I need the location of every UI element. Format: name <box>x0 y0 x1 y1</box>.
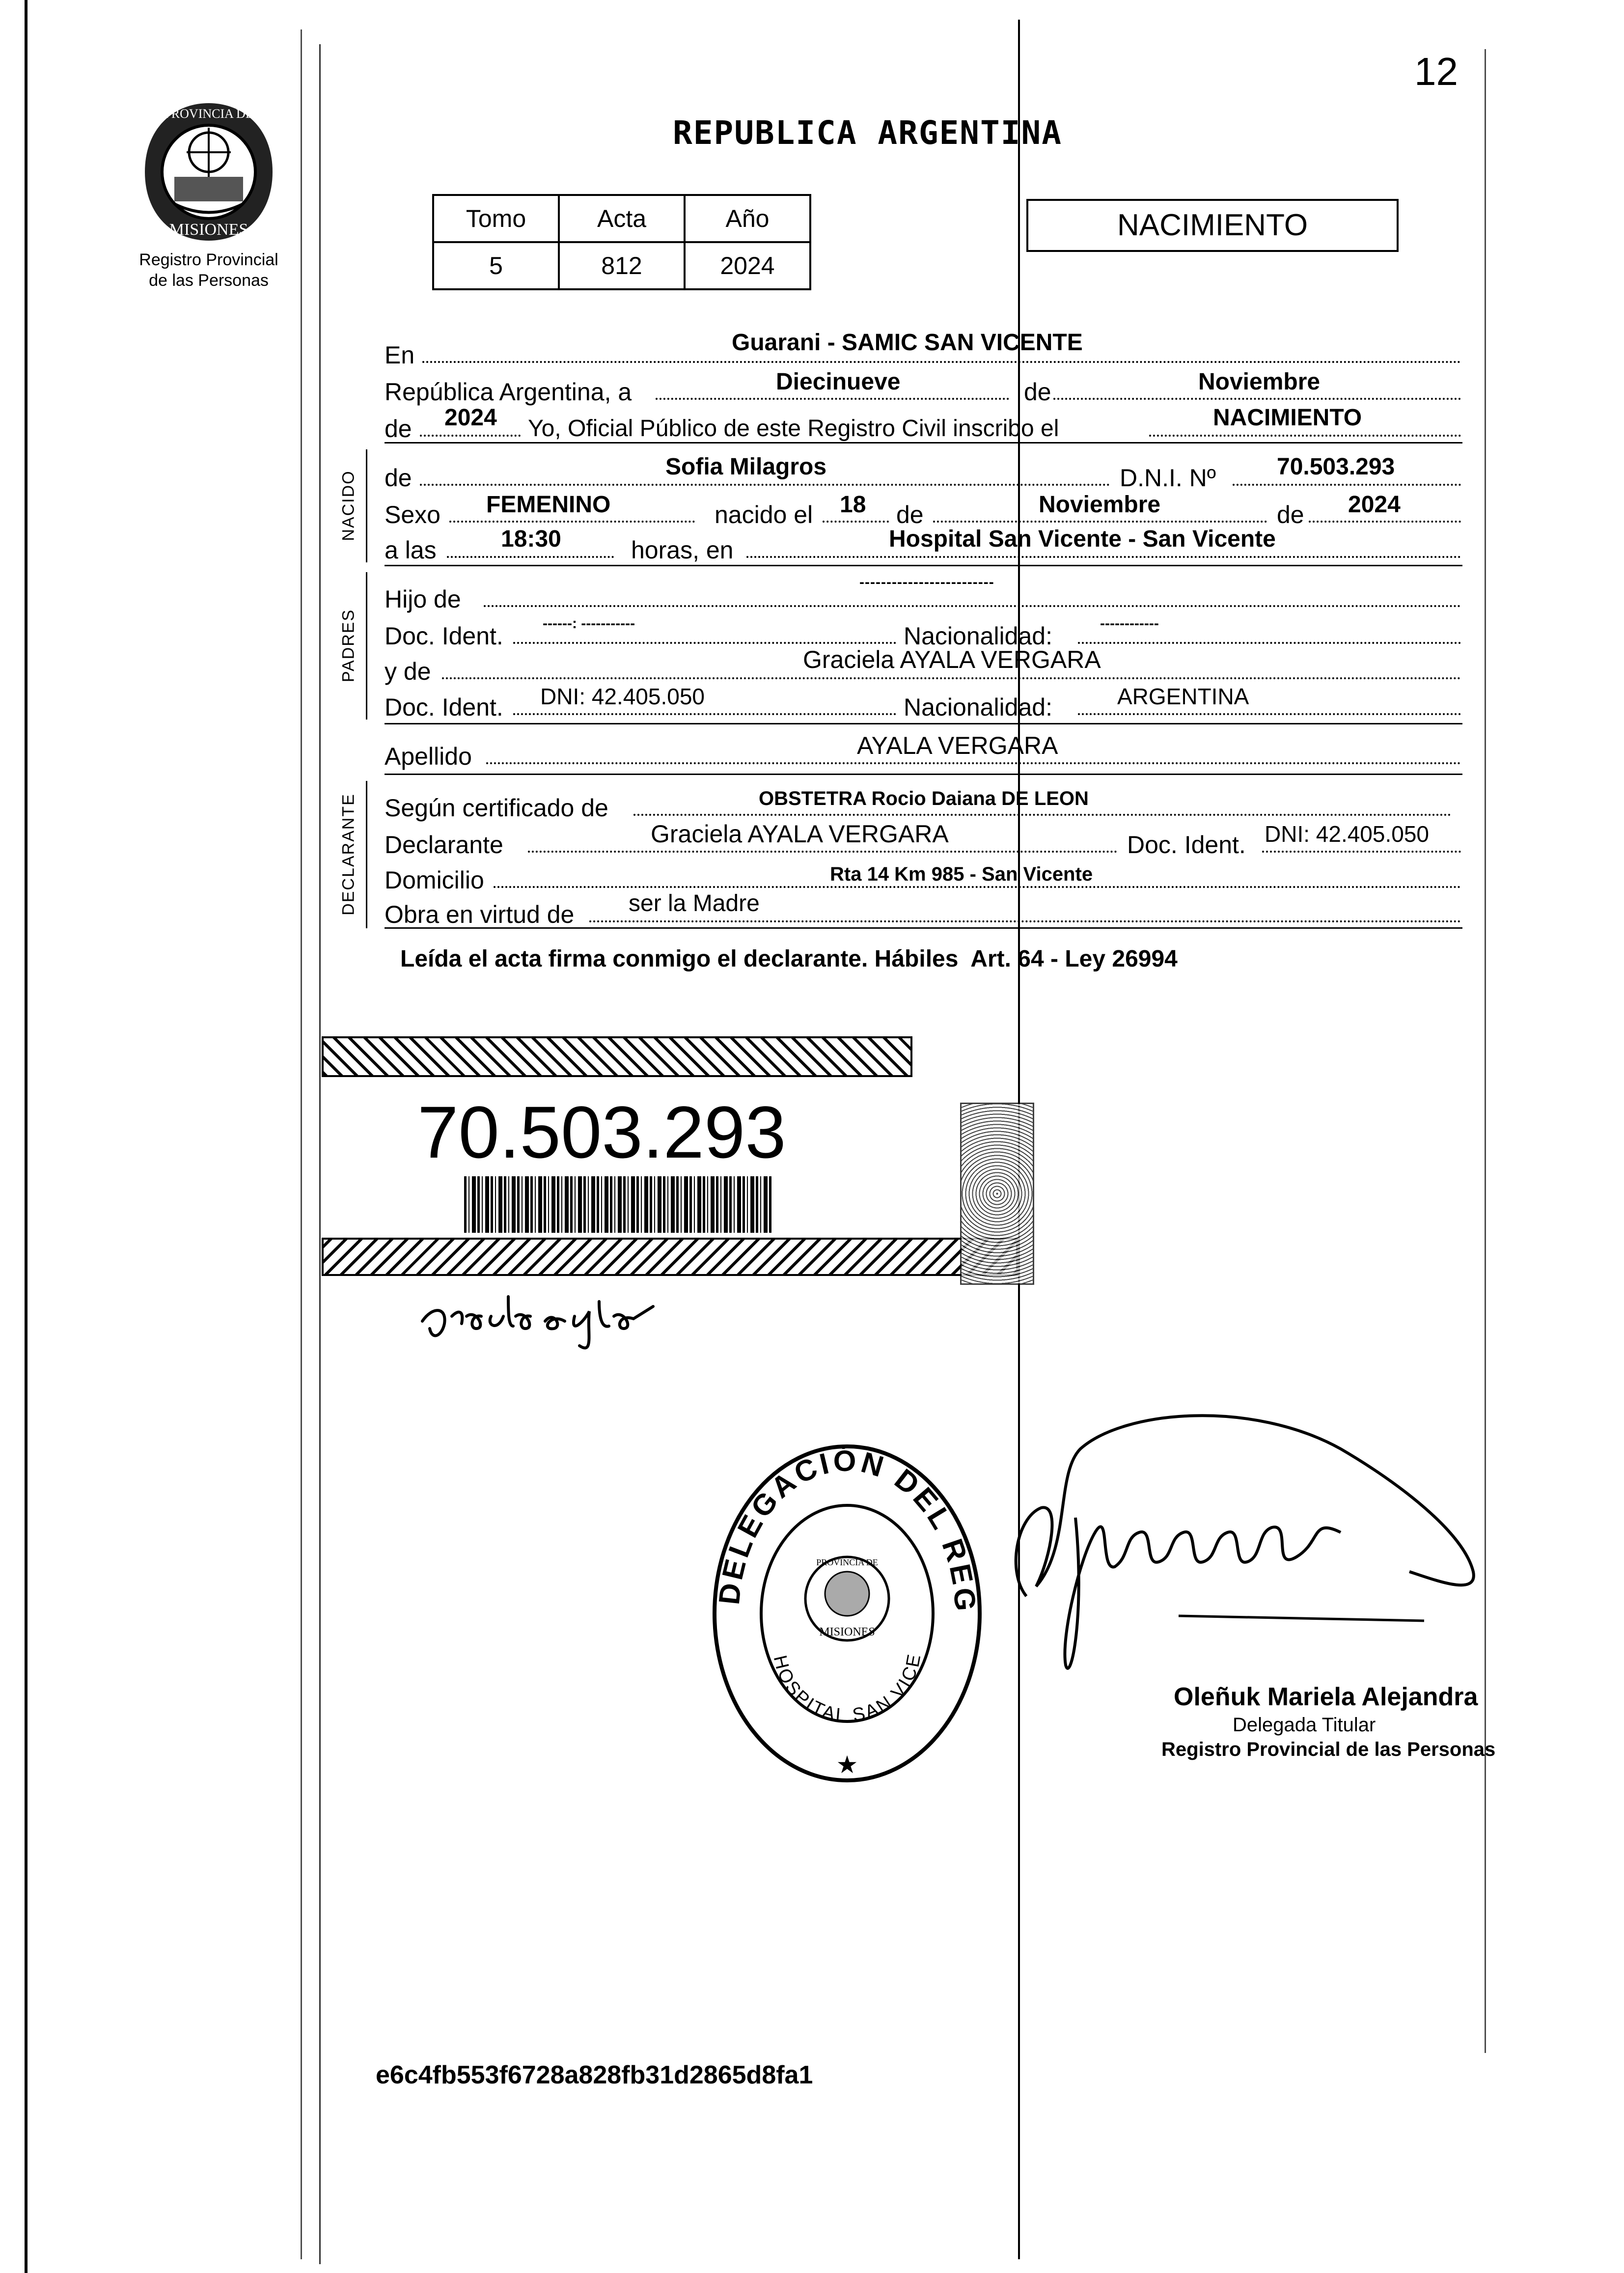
side-label-padres: PADRES <box>339 609 358 683</box>
field-madre: Graciela AYALA VERGARA <box>803 646 1101 673</box>
table-header-anio: Año <box>685 195 810 242</box>
dots-apellido <box>486 762 1461 764</box>
logo-caption-1: Registro Provincial <box>139 250 278 269</box>
seal-logo-top: PROVINCIA DE <box>816 1557 878 1567</box>
field-mes-nac: Noviembre <box>1039 492 1161 518</box>
security-band-bottom <box>322 1238 1018 1276</box>
label-republica: República Argentina, a <box>385 378 632 406</box>
side-label-declarante: DECLARANTE <box>339 793 358 915</box>
dots-declarante-doc <box>1262 851 1461 853</box>
official-role: Delegada Titular <box>1233 1714 1376 1736</box>
label-hijo-de: Hijo de <box>385 585 461 613</box>
dots-declarante <box>528 851 1117 853</box>
field-domicilio: Rta 14 Km 985 - San Vicente <box>830 863 1093 885</box>
label-de-year: de <box>385 415 412 443</box>
dots-madre <box>442 677 1461 679</box>
label-de-name: de <box>385 464 412 492</box>
bracket-padres <box>366 572 367 720</box>
security-band-top <box>322 1036 912 1077</box>
label-apellido: Apellido <box>385 743 472 770</box>
field-dni: 70.503.293 <box>1277 454 1395 480</box>
seal-ring-text: DELEGACIÓN DEL REG <box>712 1444 982 1615</box>
field-madre-doc: DNI: 42.405.050 <box>540 684 705 709</box>
seal-logo-bottom: MISIONES <box>819 1626 875 1638</box>
official-seal <box>705 1437 990 1790</box>
registry-table <box>432 194 811 290</box>
dots-madre-doc <box>513 713 896 715</box>
label-y-de: y de <box>385 658 431 685</box>
dots-nombre <box>420 484 1110 486</box>
record-type-box <box>1026 199 1399 252</box>
logo-caption-2: de las Personas <box>149 271 269 290</box>
separator-2 <box>385 565 1462 566</box>
label-doc-ident-3: Doc. Ident. <box>1127 831 1246 859</box>
field-nombre: Sofia Milagros <box>665 454 827 480</box>
official-signature <box>997 1410 1483 1687</box>
field-tipo: NACIMIENTO <box>1213 405 1362 431</box>
hologram-seal <box>960 1103 1034 1285</box>
barcode <box>464 1176 773 1233</box>
bracket-declarante <box>366 781 367 928</box>
label-domicilio: Domicilio <box>385 866 484 894</box>
field-obra: ser la Madre <box>629 890 760 916</box>
field-padre-doc: ------: ----------- <box>543 615 635 632</box>
field-lugar-nac: Hospital San Vicente - San Vicente <box>889 526 1276 552</box>
barcode-number: 70.503.293 <box>417 1091 786 1173</box>
dots-padre <box>484 605 1461 607</box>
label-en: En <box>385 341 415 369</box>
label-nacionalidad-1: Nacionalidad: <box>904 622 1052 650</box>
dots-sexo <box>449 521 695 523</box>
label-oficial: Yo, Oficial Público de este Registro Civil inscribo el <box>528 416 1059 442</box>
separator-1 <box>385 442 1462 444</box>
field-anio: 2024 <box>444 405 497 431</box>
field-padre: ------------------------- <box>859 574 994 590</box>
table-header-acta: Acta <box>559 195 685 242</box>
label-a-las: a las <box>385 536 437 564</box>
field-apellido: AYALA VERGARA <box>857 732 1058 759</box>
dots-dia-nac <box>823 521 889 523</box>
label-obra: Obra en virtud de <box>385 901 575 928</box>
separator-5 <box>385 927 1462 929</box>
field-madre-nac: ARGENTINA <box>1117 684 1249 709</box>
table-header-tomo: Tomo <box>433 195 559 242</box>
dots-hora <box>447 556 614 558</box>
dots-mes <box>1053 398 1461 400</box>
dots-dni <box>1233 484 1461 486</box>
label-doc-ident-1: Doc. Ident. <box>385 622 503 650</box>
dots-en <box>422 361 1461 363</box>
dots-padre-nac <box>1078 642 1461 644</box>
field-padre-nac: ------------ <box>1100 615 1159 632</box>
dots-padre-doc <box>513 642 896 644</box>
closing-text: Leída el acta firma conmigo el declarante. Hábiles Art. 64 - Ley 26994 <box>400 946 1178 972</box>
logo-ring-top: PROVINCIA DE <box>164 107 253 121</box>
label-nacionalidad-2: Nacionalidad: <box>904 693 1052 721</box>
label-declarante: Declarante <box>385 831 503 859</box>
field-declarante-doc: DNI: 42.405.050 <box>1265 821 1430 847</box>
separator-3 <box>385 723 1462 724</box>
table-value-acta: 812 <box>559 242 685 289</box>
label-doc-ident-2: Doc. Ident. <box>385 693 503 721</box>
seal-star-icon: ★ <box>836 1751 858 1778</box>
label-sexo: Sexo <box>385 501 440 528</box>
field-anio-nac: 2024 <box>1348 492 1401 518</box>
field-mes: Noviembre <box>1198 369 1321 395</box>
province-logo <box>138 98 280 246</box>
declarant-signature <box>417 1282 771 1353</box>
dots-madre-nac <box>1078 713 1461 715</box>
field-lugar: Guarani - SAMIC SAN VICENTE <box>732 330 1083 356</box>
field-certificado: OBSTETRA Rocio Daiana DE LEON <box>759 788 1089 809</box>
label-de-month: de <box>1024 378 1051 406</box>
binding-line-2 <box>319 44 321 2264</box>
page-number: 12 <box>1414 50 1458 93</box>
field-hora: 18:30 <box>501 526 561 552</box>
dots-mes-nac <box>933 521 1267 523</box>
label-dni: D.N.I. Nº <box>1120 464 1216 492</box>
label-horas: horas, en <box>631 536 734 564</box>
label-nacido: nacido el <box>715 501 813 528</box>
dots-obra <box>589 920 1461 922</box>
official-office: Registro Provincial de las Personas <box>1161 1739 1496 1760</box>
dots-tipo <box>1149 435 1461 437</box>
dots-anio-nac <box>1309 521 1461 523</box>
dots-dia <box>656 398 1009 400</box>
left-border-line <box>25 0 28 2273</box>
seal-inner-text: HOSPITAL SAN VICE <box>769 1651 926 1726</box>
dots-anio <box>420 435 521 437</box>
table-value-tomo: 5 <box>433 242 559 289</box>
dots-certificado <box>633 814 1451 816</box>
logo-ring-bottom: MISIONES <box>169 221 248 239</box>
bracket-nacido <box>366 449 367 562</box>
field-declarante: Graciela AYALA VERGARA <box>651 820 949 848</box>
dots-lugar-nac <box>746 556 1461 558</box>
side-label-nacido: NACIDO <box>339 470 358 541</box>
field-dia-nac: 18 <box>840 492 866 518</box>
field-sexo: FEMENINO <box>486 492 611 518</box>
document-hash: e6c4fb553f6728a828fb31d2865d8fa1 <box>376 2061 813 2089</box>
table-value-anio: 2024 <box>685 242 810 289</box>
page-title: REPUBLICA ARGENTINA <box>673 114 1062 152</box>
official-name: Oleñuk Mariela Alejandra <box>1174 1683 1478 1711</box>
record-type: NACIMIENTO <box>1117 208 1308 242</box>
binding-line-1 <box>301 29 302 2259</box>
field-dia: Diecinueve <box>776 369 901 395</box>
label-de-b: de <box>896 501 924 528</box>
label-de-c: de <box>1277 501 1304 528</box>
label-segun: Según certificado de <box>385 794 608 822</box>
separator-4 <box>385 774 1462 775</box>
